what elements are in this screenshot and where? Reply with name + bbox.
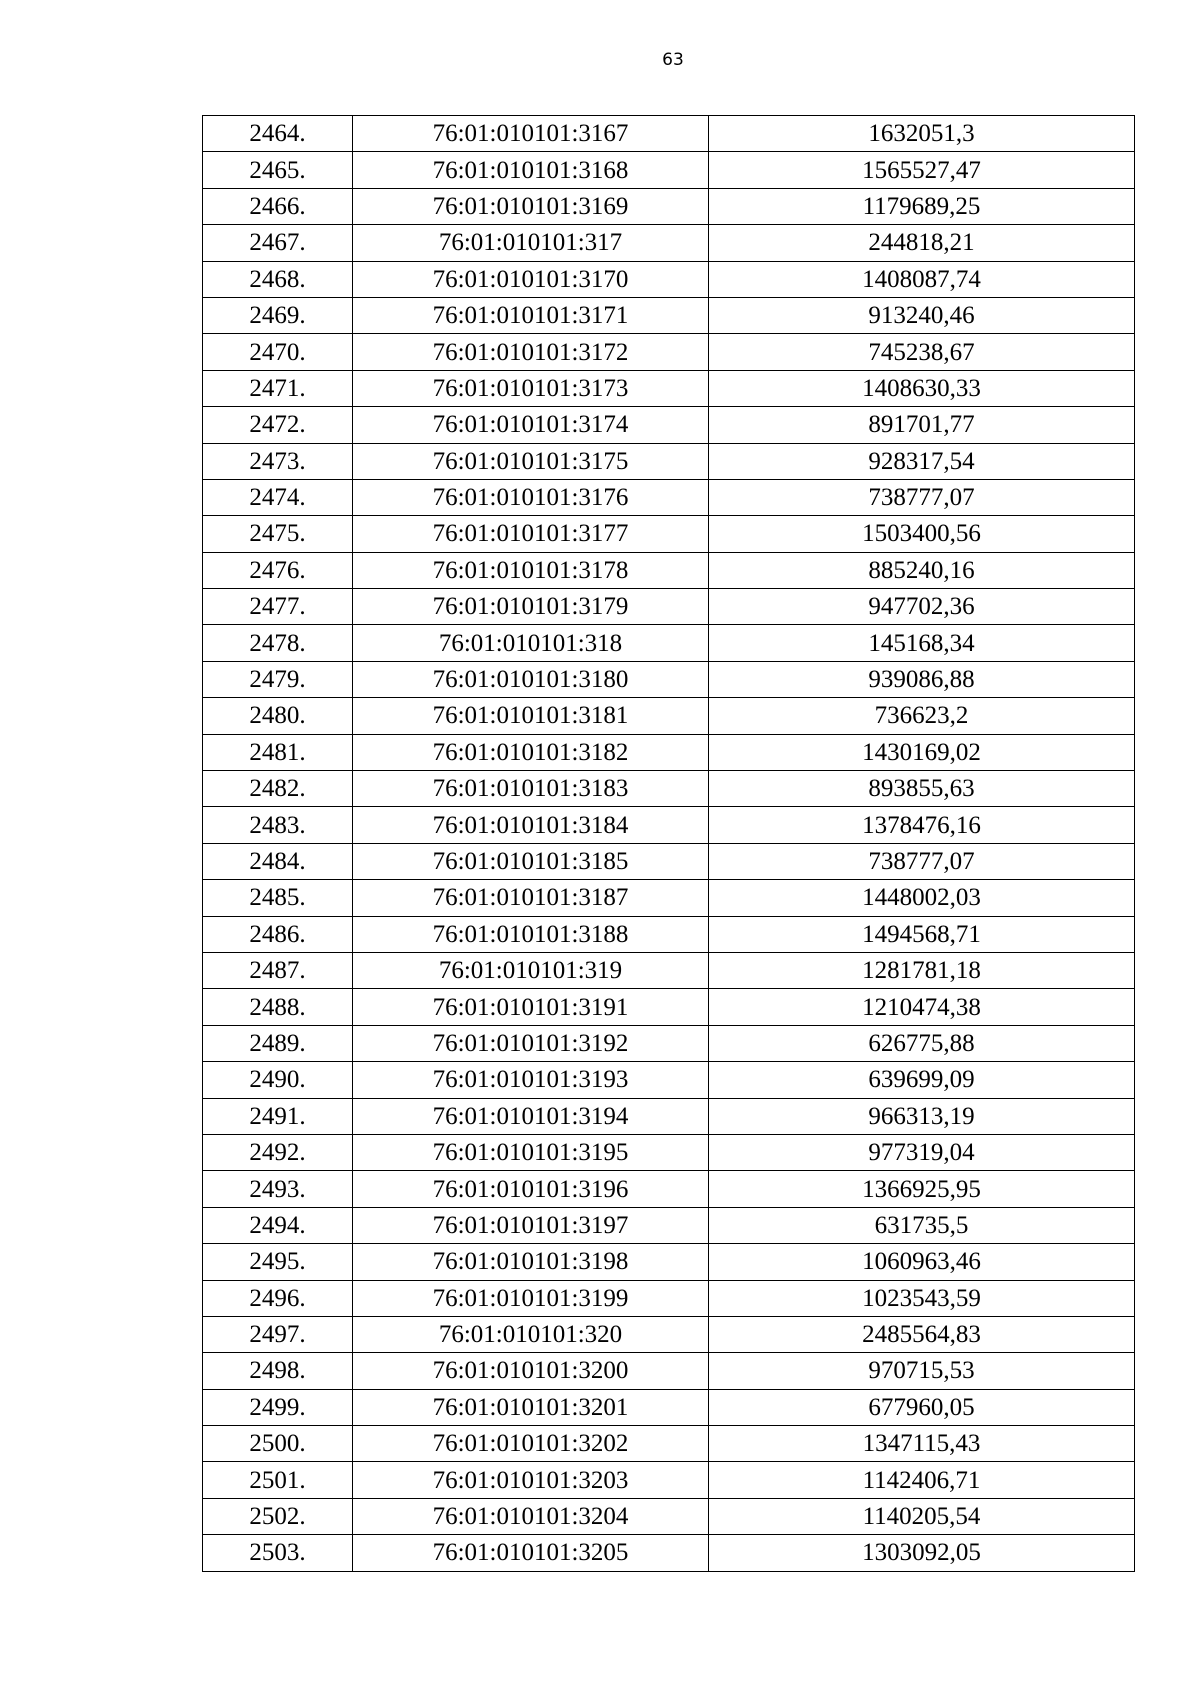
cadastral-value-cell: 977319,04: [709, 1134, 1135, 1170]
table-row: [203, 1207, 1135, 1243]
row-number-cell: 2467.: [203, 225, 353, 261]
row-number-cell: 2487.: [203, 952, 353, 988]
cadastral-number-cell: 76:01:010101:3167: [353, 116, 709, 152]
cadastral-number-cell: 76:01:010101:3191: [353, 989, 709, 1025]
table-row: [203, 589, 1135, 625]
cadastral-number-cell: 76:01:010101:3185: [353, 843, 709, 879]
table-row: [203, 1062, 1135, 1098]
row-number-cell: 2495.: [203, 1244, 353, 1280]
table-row: [203, 334, 1135, 370]
cadastral-value-cell: 1632051,3: [709, 116, 1135, 152]
table-row: [203, 989, 1135, 1025]
row-number-cell: 2479.: [203, 661, 353, 697]
cadastral-number-cell: 76:01:010101:3176: [353, 479, 709, 515]
table-row: [203, 1389, 1135, 1425]
cadastral-value-cell: 1408630,33: [709, 370, 1135, 406]
cadastral-value-cell: 1023543,59: [709, 1280, 1135, 1316]
cadastral-value-cell: 1565527,47: [709, 152, 1135, 188]
cadastral-value-cell: 1060963,46: [709, 1244, 1135, 1280]
cadastral-number-cell: 76:01:010101:3197: [353, 1207, 709, 1243]
row-number-cell: 2477.: [203, 589, 353, 625]
table-row: [203, 1316, 1135, 1352]
cadastral-number-cell: 76:01:010101:3199: [353, 1280, 709, 1316]
row-number-cell: 2486.: [203, 916, 353, 952]
row-number-cell: 2488.: [203, 989, 353, 1025]
cadastral-value-cell: 145168,34: [709, 625, 1135, 661]
cadastral-value-table: [202, 115, 1135, 1572]
cadastral-number-cell: 76:01:010101:3196: [353, 1171, 709, 1207]
row-number-cell: 2466.: [203, 188, 353, 224]
row-number-cell: 2496.: [203, 1280, 353, 1316]
table-row: [203, 261, 1135, 297]
row-number-cell: 2490.: [203, 1062, 353, 1098]
table-row: [203, 152, 1135, 188]
row-number-cell: 2480.: [203, 698, 353, 734]
row-number-cell: 2484.: [203, 843, 353, 879]
table-row: [203, 1353, 1135, 1389]
cadastral-value-cell: 1303092,05: [709, 1535, 1135, 1571]
row-number-cell: 2493.: [203, 1171, 353, 1207]
cadastral-number-cell: 76:01:010101:3202: [353, 1426, 709, 1462]
row-number-cell: 2475.: [203, 516, 353, 552]
table-row: [203, 880, 1135, 916]
row-number-cell: 2474.: [203, 479, 353, 515]
table-row: [203, 552, 1135, 588]
table-row: [203, 516, 1135, 552]
cadastral-value-cell: 736623,2: [709, 698, 1135, 734]
cadastral-value-cell: 1366925,95: [709, 1171, 1135, 1207]
row-number-cell: 2469.: [203, 297, 353, 333]
cadastral-number-cell: 76:01:010101:317: [353, 225, 709, 261]
cadastral-value-cell: 885240,16: [709, 552, 1135, 588]
cadastral-number-cell: 76:01:010101:3194: [353, 1098, 709, 1134]
row-number-cell: 2473.: [203, 443, 353, 479]
table-row: [203, 1498, 1135, 1534]
table-row: [203, 1426, 1135, 1462]
row-number-cell: 2489.: [203, 1025, 353, 1061]
cadastral-value-cell: 1210474,38: [709, 989, 1135, 1025]
row-number-cell: 2501.: [203, 1462, 353, 1498]
cadastral-number-cell: 76:01:010101:3188: [353, 916, 709, 952]
cadastral-value-cell: 947702,36: [709, 589, 1135, 625]
cadastral-number-cell: 76:01:010101:3171: [353, 297, 709, 333]
cadastral-value-cell: 738777,07: [709, 479, 1135, 515]
table-row: [203, 297, 1135, 333]
cadastral-value-cell: 1503400,56: [709, 516, 1135, 552]
cadastral-value-cell: 244818,21: [709, 225, 1135, 261]
cadastral-number-cell: 76:01:010101:3177: [353, 516, 709, 552]
cadastral-number-cell: 76:01:010101:3205: [353, 1535, 709, 1571]
cadastral-number-cell: 76:01:010101:3180: [353, 661, 709, 697]
cadastral-value-cell: 1347115,43: [709, 1426, 1135, 1462]
table-row: [203, 479, 1135, 515]
table-row: [203, 698, 1135, 734]
cadastral-number-cell: 76:01:010101:3179: [353, 589, 709, 625]
cadastral-number-cell: 76:01:010101:3168: [353, 152, 709, 188]
table-row: [203, 952, 1135, 988]
cadastral-value-cell: 745238,67: [709, 334, 1135, 370]
table-row: [203, 1025, 1135, 1061]
row-number-cell: 2481.: [203, 734, 353, 770]
cadastral-number-cell: 76:01:010101:320: [353, 1316, 709, 1352]
row-number-cell: 2497.: [203, 1316, 353, 1352]
row-number-cell: 2468.: [203, 261, 353, 297]
cadastral-value-cell: 1378476,16: [709, 807, 1135, 843]
row-number-cell: 2503.: [203, 1535, 353, 1571]
row-number-cell: 2500.: [203, 1426, 353, 1462]
cadastral-number-cell: 76:01:010101:3187: [353, 880, 709, 916]
cadastral-value-cell: 639699,09: [709, 1062, 1135, 1098]
cadastral-value-cell: 1448002,03: [709, 880, 1135, 916]
table-row: [203, 407, 1135, 443]
row-number-cell: 2483.: [203, 807, 353, 843]
cadastral-number-cell: 76:01:010101:3173: [353, 370, 709, 406]
cadastral-value-cell: 913240,46: [709, 297, 1135, 333]
cadastral-number-cell: 76:01:010101:3169: [353, 188, 709, 224]
table-row: [203, 188, 1135, 224]
row-number-cell: 2478.: [203, 625, 353, 661]
table-row: [203, 116, 1135, 152]
cadastral-number-cell: 76:01:010101:3193: [353, 1062, 709, 1098]
table-row: [203, 1280, 1135, 1316]
cadastral-number-cell: 76:01:010101:3195: [353, 1134, 709, 1170]
cadastral-number-cell: 76:01:010101:3182: [353, 734, 709, 770]
table-row: [203, 225, 1135, 261]
row-number-cell: 2476.: [203, 552, 353, 588]
cadastral-value-cell: 631735,5: [709, 1207, 1135, 1243]
cadastral-number-cell: 76:01:010101:3201: [353, 1389, 709, 1425]
cadastral-number-cell: 76:01:010101:3183: [353, 771, 709, 807]
row-number-cell: 2494.: [203, 1207, 353, 1243]
row-number-cell: 2499.: [203, 1389, 353, 1425]
cadastral-number-cell: 76:01:010101:3192: [353, 1025, 709, 1061]
cadastral-value-cell: 1142406,71: [709, 1462, 1135, 1498]
row-number-cell: 2491.: [203, 1098, 353, 1134]
table-row: [203, 370, 1135, 406]
cadastral-value-cell: 626775,88: [709, 1025, 1135, 1061]
table-row: [203, 771, 1135, 807]
cadastral-number-cell: 76:01:010101:3204: [353, 1498, 709, 1534]
cadastral-value-cell: 738777,07: [709, 843, 1135, 879]
cadastral-value-cell: 1281781,18: [709, 952, 1135, 988]
table-row: [203, 625, 1135, 661]
cadastral-value-cell: 928317,54: [709, 443, 1135, 479]
table-row: [203, 661, 1135, 697]
table-row: [203, 1244, 1135, 1280]
cadastral-number-cell: 76:01:010101:3174: [353, 407, 709, 443]
row-number-cell: 2471.: [203, 370, 353, 406]
cadastral-number-cell: 76:01:010101:3181: [353, 698, 709, 734]
table-row: [203, 916, 1135, 952]
table-body: [203, 116, 1135, 1572]
cadastral-number-cell: 76:01:010101:3178: [353, 552, 709, 588]
cadastral-value-cell: 1494568,71: [709, 916, 1135, 952]
row-number-cell: 2498.: [203, 1353, 353, 1389]
cadastral-number-cell: 76:01:010101:3184: [353, 807, 709, 843]
row-number-cell: 2465.: [203, 152, 353, 188]
row-number-cell: 2502.: [203, 1498, 353, 1534]
cadastral-value-cell: 891701,77: [709, 407, 1135, 443]
cadastral-value-cell: 1408087,74: [709, 261, 1135, 297]
cadastral-number-cell: 76:01:010101:318: [353, 625, 709, 661]
cadastral-value-cell: 2485564,83: [709, 1316, 1135, 1352]
cadastral-number-cell: 76:01:010101:3172: [353, 334, 709, 370]
cadastral-value-cell: 1430169,02: [709, 734, 1135, 770]
cadastral-number-cell: 76:01:010101:3170: [353, 261, 709, 297]
table-row: [203, 1134, 1135, 1170]
table-row: [203, 443, 1135, 479]
cadastral-number-cell: 76:01:010101:319: [353, 952, 709, 988]
table-row: [203, 1462, 1135, 1498]
page-number: 63: [662, 50, 684, 70]
row-number-cell: 2472.: [203, 407, 353, 443]
cadastral-value-cell: 939086,88: [709, 661, 1135, 697]
cadastral-number-cell: 76:01:010101:3200: [353, 1353, 709, 1389]
row-number-cell: 2492.: [203, 1134, 353, 1170]
cadastral-value-cell: 966313,19: [709, 1098, 1135, 1134]
cadastral-value-cell: 1179689,25: [709, 188, 1135, 224]
table-row: [203, 807, 1135, 843]
row-number-cell: 2470.: [203, 334, 353, 370]
cadastral-value-cell: 677960,05: [709, 1389, 1135, 1425]
table-row: [203, 1098, 1135, 1134]
cadastral-value-cell: 970715,53: [709, 1353, 1135, 1389]
cadastral-number-cell: 76:01:010101:3198: [353, 1244, 709, 1280]
row-number-cell: 2485.: [203, 880, 353, 916]
row-number-cell: 2464.: [203, 116, 353, 152]
table-row: [203, 734, 1135, 770]
row-number-cell: 2482.: [203, 771, 353, 807]
cadastral-value-cell: 1140205,54: [709, 1498, 1135, 1534]
cadastral-number-cell: 76:01:010101:3175: [353, 443, 709, 479]
table-row: [203, 1535, 1135, 1571]
cadastral-number-cell: 76:01:010101:3203: [353, 1462, 709, 1498]
table-row: [203, 843, 1135, 879]
table-row: [203, 1171, 1135, 1207]
cadastral-value-cell: 893855,63: [709, 771, 1135, 807]
